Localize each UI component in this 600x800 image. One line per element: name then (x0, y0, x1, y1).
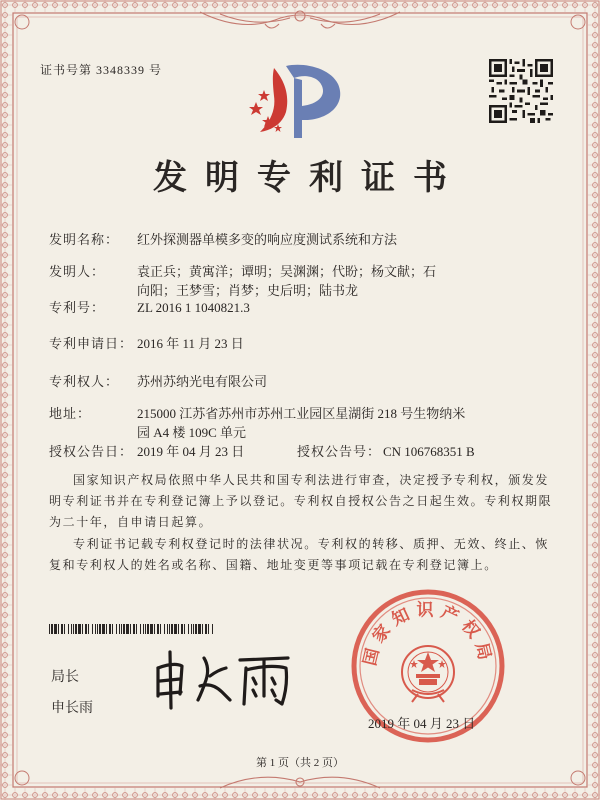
certificate-title: 发明专利证书 (153, 160, 465, 197)
field-invention-name (49, 230, 569, 250)
field-address (49, 404, 569, 442)
seal-date: 2019 年 04 月 23 日 (368, 716, 476, 731)
signatory-title: 局长 (51, 670, 79, 685)
certificate-number: 证书号第 3348339 号 (40, 63, 163, 77)
record-paragraph: 专利证书记载专利权登记时的法律状况。专利权的转移、质押、无效、终止、恢复和专利权人的姓名或名称、国籍、地址变更等事项记载在专利登记簿上。 (49, 537, 550, 572)
cnipa-logo-icon (246, 60, 352, 142)
patentee-label: 专利权人： (49, 374, 120, 389)
inventors-value: 袁正兵；黄寓洋；谭明；吴渊渊；代盼；杨文献；石向阳；王梦雪；肖梦；史后明；陆书龙 (137, 264, 437, 298)
inventors-label: 发明人： (49, 264, 106, 279)
signatory-name: 申长雨 (51, 701, 93, 716)
grant-date-value: 2019 年 04 月 23 日 (137, 444, 245, 459)
grant-date-label: 授权公告日： (49, 444, 134, 459)
grant-number-label: 授权公告号： (297, 444, 382, 459)
field-filing-date (49, 334, 569, 354)
grant-paragraph: 国家知识产权局依照中华人民共和国专利法进行审查，决定授予专利权，颁发发明专利证书并在专利登记簿上予以登记。专利权自授权公告之日起生效。专利权期限为二十年，自申请日起算。 (49, 473, 553, 529)
field-grant-row (49, 442, 569, 462)
handwritten-signature (140, 646, 300, 712)
address-value: 215000 江苏省苏州市苏州工业园区星湖街 218 号生物纳米园 A4 楼 109C 单元 (137, 406, 466, 440)
qr-code-icon (489, 59, 553, 123)
svg-text:国家知识产权局: 国家知识产权局 (360, 600, 496, 668)
page-indicator: 第 1 页（共 2 页） (256, 757, 344, 769)
field-patentee (49, 372, 569, 392)
patent-number-label: 专利号： (49, 300, 106, 315)
patentee-value: 苏州苏纳光电有限公司 (137, 374, 268, 389)
invention-name-label: 发明名称： (49, 232, 120, 247)
field-patent-number (49, 298, 569, 318)
address-label: 地址： (49, 406, 92, 421)
grant-number-value: CN 106768351 B (383, 444, 475, 459)
invention-name-value: 红外探测器单模多变的响应度测试系统和方法 (137, 232, 398, 247)
patent-number-value: ZL 2016 1 1040821.3 (137, 300, 250, 315)
filing-date-label: 专利申请日： (49, 336, 134, 351)
field-inventors (49, 262, 569, 300)
filing-date-value: 2016 年 11 月 23 日 (137, 336, 244, 351)
barcode-icon (49, 624, 217, 634)
